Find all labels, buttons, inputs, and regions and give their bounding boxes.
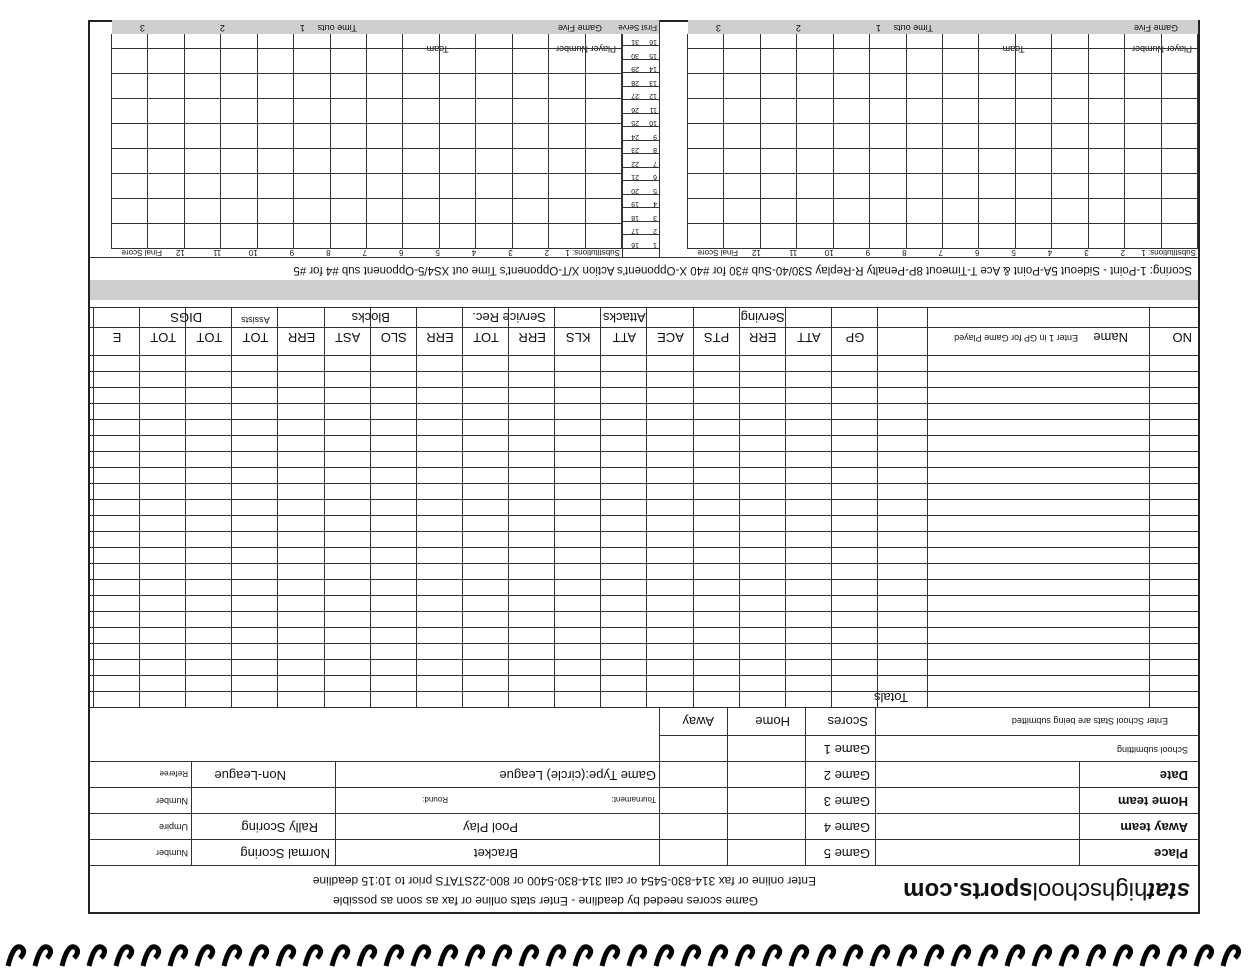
label-timeout-num: 3 bbox=[139, 23, 145, 33]
score-row-line bbox=[112, 173, 622, 174]
score-col-line bbox=[978, 34, 979, 249]
label-sub-num: 9 bbox=[865, 248, 871, 257]
stats-row-line bbox=[90, 611, 1198, 612]
score-row-line bbox=[688, 98, 1198, 99]
stat-col-header: TOT bbox=[242, 330, 269, 345]
first-serve-row bbox=[621, 46, 659, 47]
label-sub-num: 11 bbox=[212, 248, 222, 257]
label-timeout-num: 1 bbox=[299, 23, 305, 33]
label-game-5: Game 5 bbox=[823, 846, 870, 861]
stat-col-header: E bbox=[112, 330, 122, 345]
first-serve-row bbox=[621, 59, 659, 60]
stats-row-line bbox=[90, 579, 1198, 580]
first-serve-num-2: 25 bbox=[631, 119, 639, 127]
label-game-five: Game Five bbox=[1133, 23, 1178, 33]
header-band bbox=[90, 865, 1198, 912]
label-non-league: Non-League bbox=[214, 768, 286, 783]
first-serve-num-2: 24 bbox=[631, 133, 639, 140]
col-line-stat bbox=[277, 308, 278, 708]
stat-col-header: ACE bbox=[657, 330, 684, 345]
label-rally-scoring: Rally Scoring bbox=[241, 820, 318, 835]
first-serve-num-2: 16 bbox=[631, 241, 639, 248]
label-sub-num: 8 bbox=[326, 248, 331, 257]
stat-group-header: Service Rec. bbox=[472, 310, 546, 325]
first-serve-num: 1 bbox=[653, 241, 657, 248]
score-col-line bbox=[257, 34, 258, 249]
col-line-name bbox=[927, 308, 928, 708]
logo-sports: sports bbox=[959, 877, 1033, 904]
label-sub-num: 2 bbox=[1120, 248, 1126, 257]
score-row-line bbox=[112, 98, 622, 99]
col-line-stat bbox=[831, 308, 832, 708]
first-serve-num: 6 bbox=[653, 173, 657, 181]
first-serve-num-2: 17 bbox=[631, 227, 639, 235]
first-serve-num: 13 bbox=[649, 79, 657, 86]
score-col-line bbox=[293, 34, 294, 249]
label-substitutions: Substitutions: 1 bbox=[1141, 248, 1196, 257]
label-sub-num: 3 bbox=[1084, 248, 1089, 257]
first-serve-num-2: 18 bbox=[631, 214, 639, 221]
stats-bottom-line bbox=[90, 307, 1198, 308]
first-serve-row bbox=[621, 154, 659, 155]
label-game-3: Game 3 bbox=[823, 794, 870, 809]
sheet-frame bbox=[88, 20, 1200, 914]
stats-row-line bbox=[90, 563, 1198, 564]
col-line-stat bbox=[739, 308, 740, 708]
score-col-line bbox=[906, 34, 907, 249]
first-serve-row bbox=[621, 194, 659, 195]
first-serve-row bbox=[621, 86, 659, 87]
label-away-team: Away team bbox=[1120, 820, 1188, 835]
score-col-line bbox=[1051, 34, 1052, 249]
first-serve-num-2: 20 bbox=[631, 187, 639, 194]
logo-stat: stat bbox=[1147, 877, 1190, 904]
first-serve-num-2: 27 bbox=[631, 92, 639, 100]
label-time-outs: Time outs bbox=[893, 23, 933, 33]
first-serve-num-2: 29 bbox=[631, 65, 639, 73]
first-serve-num-2: 30 bbox=[631, 52, 639, 59]
score-col-line bbox=[147, 34, 148, 249]
score-row-line bbox=[688, 73, 1198, 74]
group-line bbox=[693, 308, 694, 328]
score-row-line bbox=[112, 148, 622, 149]
stats-row-line bbox=[90, 531, 1198, 532]
stat-col-header: AST bbox=[335, 330, 361, 345]
score-col-line bbox=[366, 34, 367, 249]
first-serve-num: 12 bbox=[649, 92, 657, 100]
label-sub-num: 4 bbox=[471, 248, 477, 257]
label-timeout-num: 1 bbox=[875, 23, 881, 33]
stat-group-header: DIGS bbox=[170, 310, 203, 325]
stats-row-line bbox=[90, 675, 1198, 676]
label-number-2: Number bbox=[155, 796, 188, 806]
col-line-stat bbox=[600, 308, 601, 708]
stats-row-line bbox=[90, 483, 1198, 484]
label-final-score: Final Score bbox=[697, 248, 738, 257]
stats-row-line bbox=[90, 547, 1198, 548]
label-team: Team bbox=[426, 44, 449, 54]
col-line-stat bbox=[139, 308, 140, 708]
info-block bbox=[90, 708, 1198, 866]
label-sub-num: 2 bbox=[544, 248, 550, 257]
label-sub-num: 4 bbox=[1047, 248, 1053, 257]
score-row-line bbox=[688, 173, 1198, 174]
col-line-stat bbox=[185, 308, 186, 708]
stats-row-line bbox=[90, 515, 1198, 516]
label-final-score: Final Score bbox=[121, 248, 162, 257]
label-first-serve: First Serve bbox=[618, 23, 657, 32]
col-header-gp-note: Enter 1 in GP for Game Played bbox=[954, 333, 1078, 343]
stat-col-header: TOT bbox=[473, 330, 499, 345]
label-tournament: Tournament: bbox=[611, 795, 656, 804]
col-line-stat bbox=[370, 308, 371, 708]
label-game-five: Game Five bbox=[557, 23, 602, 33]
label-sub-num: 10 bbox=[824, 248, 834, 257]
group-line bbox=[231, 308, 232, 328]
first-serve-num-2: 28 bbox=[631, 79, 639, 86]
stats-row-line bbox=[90, 419, 1198, 420]
score-col-line bbox=[1015, 34, 1016, 249]
stats-header-line bbox=[90, 327, 1198, 328]
label-sub-num: 5 bbox=[435, 248, 440, 257]
scoresheet-left bbox=[688, 20, 1198, 257]
stat-col-header: SLO bbox=[380, 330, 407, 345]
score-col-line bbox=[439, 34, 440, 249]
stat-col-header: ATT bbox=[797, 330, 821, 345]
first-serve-num: 9 bbox=[653, 133, 657, 140]
stat-col-header: ERR bbox=[518, 330, 546, 345]
first-serve-row bbox=[621, 127, 659, 128]
first-serve-num: 4 bbox=[653, 200, 657, 208]
label-game-type: Game Type:(circle) League bbox=[499, 768, 656, 783]
score-col-line bbox=[330, 34, 331, 249]
label-referee: Referee bbox=[159, 769, 188, 778]
label-sub-num: 9 bbox=[289, 248, 295, 257]
group-line bbox=[554, 308, 555, 328]
stat-col-header: PTS bbox=[703, 330, 730, 345]
first-serve-row bbox=[621, 73, 659, 74]
score-col-line bbox=[869, 34, 870, 249]
score-col-line bbox=[1124, 34, 1125, 249]
score-col-line bbox=[1088, 34, 1089, 249]
score-col-line bbox=[833, 34, 834, 249]
score-col-line bbox=[585, 34, 586, 249]
label-game-2: Game 2 bbox=[823, 768, 870, 783]
stats-row-line bbox=[90, 499, 1198, 500]
stats-row-line bbox=[90, 403, 1198, 404]
label-sub-num: 12 bbox=[751, 248, 761, 257]
first-serve-num-2: 26 bbox=[631, 106, 639, 113]
score-row-line bbox=[688, 123, 1198, 124]
stat-col-header: ERR bbox=[287, 330, 316, 345]
label-home-team: Home team bbox=[1117, 794, 1188, 809]
stats-row-line bbox=[90, 643, 1198, 644]
scoring-legend: Scoring: 1-Point - Sideout 5A-Point & Ace T-Timeout 8P-Penalty R-Replay S30/40-Sub #30 for #40 X-Opponent's Action X/T-Opponent's Time out XS4/5-Opponent sub #4 for #5 bbox=[293, 264, 1192, 276]
first-serve-num-2: 31 bbox=[631, 38, 639, 46]
col-line-stat bbox=[693, 308, 694, 708]
scoresheet-title-bar bbox=[688, 20, 1198, 34]
col-line-stat bbox=[93, 308, 94, 708]
label-sub-num: 5 bbox=[1011, 248, 1016, 257]
label-bracket: Bracket bbox=[473, 846, 518, 861]
stats-row-line bbox=[90, 595, 1198, 596]
first-serve-num: 7 bbox=[653, 160, 657, 167]
stat-col-header: GP bbox=[845, 330, 865, 345]
first-serve-num: 10 bbox=[649, 119, 657, 127]
first-serve-num-2: 23 bbox=[631, 146, 639, 154]
score-col-line bbox=[723, 34, 724, 249]
stats-row-line bbox=[90, 467, 1198, 468]
score-col-line bbox=[220, 34, 221, 249]
first-serve-num-2: 21 bbox=[631, 173, 639, 181]
score-col-line bbox=[111, 34, 112, 249]
col-line-stat bbox=[462, 308, 463, 708]
label-away: Away bbox=[682, 714, 714, 729]
stats-row-line bbox=[90, 435, 1198, 436]
stats-row-line bbox=[90, 627, 1198, 628]
stats-row-line bbox=[90, 707, 1198, 708]
label-enter-school: Enter School Stats are being submitted bbox=[1011, 716, 1168, 726]
col-header-no: NO bbox=[1172, 330, 1192, 345]
scoresheet-title-bar bbox=[112, 20, 622, 34]
first-serve-num: 3 bbox=[653, 214, 657, 221]
label-player-number: Player Number bbox=[555, 44, 616, 54]
stat-group-header: Assists bbox=[241, 315, 270, 325]
label-sub-num: 10 bbox=[248, 248, 258, 257]
col-line-stat bbox=[554, 308, 555, 708]
stat-group-header: Serving bbox=[740, 310, 785, 325]
score-col-line bbox=[512, 34, 513, 249]
first-serve-row bbox=[621, 181, 659, 182]
first-serve-row bbox=[621, 113, 659, 114]
header-line-1: Enter online or fax 314-830-5454 or call 314-830-5400 or 800-22STATS prior to 10:15 deadline bbox=[312, 874, 816, 888]
first-serve-row bbox=[621, 248, 659, 249]
stats-row-line bbox=[90, 387, 1198, 388]
stats-table bbox=[90, 308, 1198, 708]
first-serve-row bbox=[621, 100, 659, 101]
stat-col-header: ERR bbox=[748, 330, 777, 345]
first-serve-row bbox=[621, 235, 659, 236]
col-line-stat bbox=[877, 308, 878, 708]
group-line bbox=[831, 308, 832, 328]
score-col-line bbox=[1161, 34, 1162, 249]
header-line-2: Game scores needed by deadline - Enter stats online or fax as soon as possible bbox=[333, 894, 758, 908]
stats-row-line bbox=[90, 691, 1198, 692]
first-serve-column bbox=[618, 20, 660, 257]
score-col-line bbox=[184, 34, 185, 249]
first-serve-num: 11 bbox=[649, 106, 657, 113]
first-serve-row bbox=[621, 167, 659, 168]
score-col-line bbox=[548, 34, 549, 249]
scoresheet-area bbox=[90, 20, 1198, 257]
label-date: Date bbox=[1159, 768, 1188, 783]
stat-col-header: ATT bbox=[612, 330, 637, 345]
group-line bbox=[277, 308, 278, 328]
scoresheet-right bbox=[112, 20, 622, 257]
stats-row-line bbox=[90, 355, 1198, 356]
score-row-line bbox=[688, 198, 1198, 199]
first-serve-row bbox=[621, 221, 659, 222]
stats-row-line bbox=[90, 659, 1198, 660]
stat-col-header: TOT bbox=[196, 330, 223, 345]
col-line-stat bbox=[231, 308, 232, 708]
label-sub-num: 7 bbox=[938, 248, 943, 257]
stat-group-header: Blocks bbox=[351, 310, 390, 325]
score-row-line bbox=[112, 123, 622, 124]
stat-group-header: Attacks bbox=[603, 310, 646, 325]
label-sub-num: 7 bbox=[362, 248, 367, 257]
score-col-line bbox=[402, 34, 403, 249]
stat-col-header: ERR bbox=[426, 330, 454, 345]
score-row-line bbox=[112, 198, 622, 199]
label-game-1: Game 1 bbox=[823, 742, 870, 757]
first-serve-num-2: 19 bbox=[631, 200, 639, 208]
label-place: Place bbox=[1154, 846, 1188, 861]
stats-row-line bbox=[90, 451, 1198, 452]
label-sub-num: 6 bbox=[398, 248, 404, 257]
label-sub-num: 3 bbox=[508, 248, 513, 257]
score-col-line bbox=[796, 34, 797, 249]
stat-col-header: KLS bbox=[565, 330, 591, 345]
col-line-stat bbox=[416, 308, 417, 708]
label-school-submitting: School submitting bbox=[1116, 745, 1188, 755]
score-row-line bbox=[112, 223, 622, 224]
label-home: Home bbox=[755, 714, 790, 729]
col-line-stat bbox=[508, 308, 509, 708]
label-normal-scoring: Normal Scoring bbox=[240, 846, 330, 861]
score-row-line bbox=[688, 48, 1198, 49]
col-line-no bbox=[1149, 308, 1150, 708]
label-sub-num: 11 bbox=[788, 248, 798, 257]
logo bbox=[903, 876, 1190, 904]
score-row-line bbox=[688, 223, 1198, 224]
first-serve-row bbox=[621, 208, 659, 209]
label-timeout-num: 3 bbox=[715, 23, 721, 33]
label-pool-play: Pool Play bbox=[463, 820, 518, 835]
label-time-outs: Time outs bbox=[317, 23, 357, 33]
label-substitutions: Substitutions: 1 bbox=[565, 248, 620, 257]
stats-row-line bbox=[90, 371, 1198, 372]
label-scores: Scores bbox=[827, 714, 868, 729]
label-round: Round: bbox=[422, 795, 448, 804]
score-col-line bbox=[687, 34, 688, 249]
score-row-line bbox=[688, 148, 1198, 149]
score-col-line bbox=[942, 34, 943, 249]
first-serve-num: 5 bbox=[653, 187, 657, 194]
col-header-name: Name bbox=[1093, 330, 1128, 345]
score-row-line bbox=[112, 48, 622, 49]
stat-col-header: TOT bbox=[150, 330, 177, 345]
label-timeout-num: 2 bbox=[795, 23, 801, 33]
gray-divider-band bbox=[90, 280, 1198, 300]
col-line-stat bbox=[324, 308, 325, 708]
label-totals: Totals bbox=[874, 690, 908, 705]
label-timeout-num: 2 bbox=[219, 23, 225, 33]
first-serve-num: 15 bbox=[649, 52, 657, 59]
group-line bbox=[462, 308, 463, 328]
logo-com: .com bbox=[903, 877, 960, 904]
col-line-stat bbox=[785, 308, 786, 708]
score-col-line bbox=[475, 34, 476, 249]
score-col-line bbox=[1197, 34, 1198, 249]
label-sub-num: 6 bbox=[974, 248, 980, 257]
first-serve-num-2: 22 bbox=[631, 160, 639, 167]
first-serve-num: 2 bbox=[653, 227, 657, 235]
label-sub-num: 12 bbox=[175, 248, 185, 257]
first-serve-row bbox=[621, 140, 659, 141]
label-sub-num: 8 bbox=[902, 248, 907, 257]
logo-school: school bbox=[1032, 877, 1102, 904]
col-line-stat bbox=[646, 308, 647, 708]
first-serve-num: 14 bbox=[649, 65, 657, 73]
logo-high: high bbox=[1101, 877, 1148, 904]
label-game-4: Game 4 bbox=[823, 820, 870, 835]
label-umpire: Umpire bbox=[158, 822, 188, 832]
score-col-line bbox=[760, 34, 761, 249]
label-player-number: Player Number bbox=[1131, 44, 1192, 54]
score-row-line bbox=[112, 73, 622, 74]
label-number-1: Number bbox=[155, 848, 188, 858]
first-serve-num: 8 bbox=[653, 146, 657, 154]
first-serve-num: 16 bbox=[649, 38, 657, 46]
label-team: Team bbox=[1002, 44, 1025, 54]
